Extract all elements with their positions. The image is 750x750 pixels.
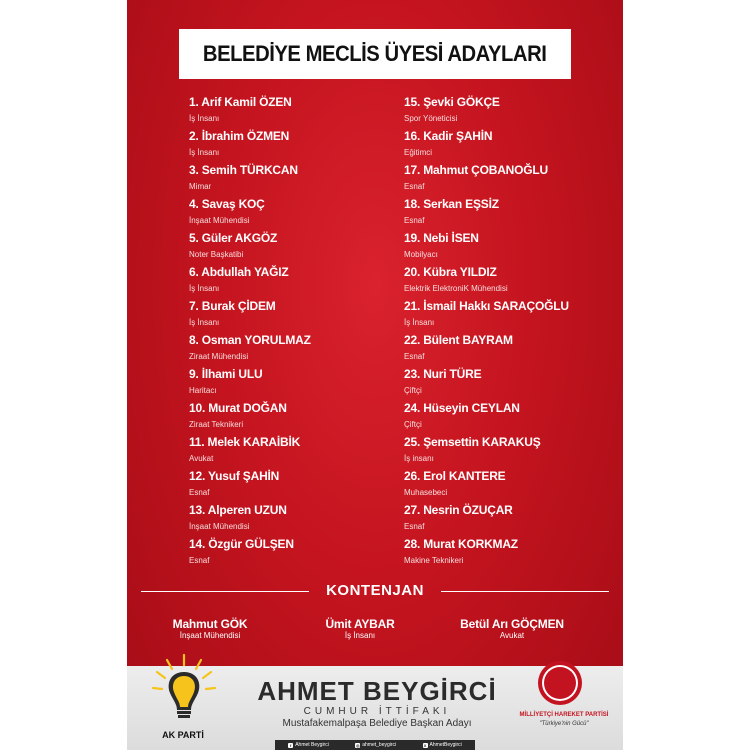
- x-icon: X: [423, 742, 427, 748]
- candidate-item: [404, 434, 569, 468]
- candidate-name: 13. Alperen UZUN: [189, 503, 287, 517]
- ak-parti-bulb-icon: [149, 652, 219, 732]
- candidate-name: 11. Melek KARAİBİK: [189, 435, 301, 449]
- candidate-item: [189, 264, 311, 298]
- facebook-icon: f: [290, 742, 292, 748]
- candidate-item: [189, 366, 311, 400]
- candidate-item: [189, 468, 311, 502]
- social-instagram[interactable]: [355, 742, 396, 748]
- candidate-item: [189, 332, 311, 366]
- instagram-icon: ◎: [355, 742, 360, 748]
- candidate-name: 22. Bülent BAYRAM: [404, 333, 513, 347]
- candidate-name: 5. Güler AKGÖZ: [189, 231, 278, 245]
- candidate-occupation: İnşaat Mühendisi: [189, 216, 250, 225]
- candidate-item: [404, 468, 569, 502]
- mhp-slogan: "Türkiye'nin Gücü": [539, 721, 589, 727]
- candidate-name: 23. Nuri TÜRE: [404, 367, 482, 381]
- ak-parti-label: AK PARTİ: [162, 730, 204, 740]
- social-handle: Ahmet Beygirci: [295, 742, 329, 748]
- candidate-name: 25. Şemsettin KARAKUŞ: [404, 435, 541, 449]
- candidate-name: 20. Kübra YILDIZ: [404, 265, 497, 279]
- kontenjan-name: Betül Arı GÖÇMEN: [460, 617, 564, 631]
- candidate-item: [404, 196, 569, 230]
- kontenjan-divider-right: [441, 591, 609, 592]
- candidate-occupation: Çiftçi: [404, 420, 422, 429]
- candidate-occupation: Noter Başkatibi: [189, 250, 244, 259]
- candidate-occupation: Mimar: [189, 182, 212, 191]
- candidate-name: 27. Nesrin ÖZUÇAR: [404, 503, 513, 517]
- candidate-name: 24. Hüseyin CEYLAN: [404, 401, 520, 415]
- candidate-name: 15. Şevki GÖKÇE: [404, 95, 500, 109]
- mhp-party-name: MİLLİYETÇİ HAREKET PARTİSİ: [519, 712, 609, 718]
- candidate-item: [189, 162, 311, 196]
- candidate-occupation: Mobilyacı: [404, 250, 438, 259]
- candidate-occupation: Ziraat Mühendisi: [189, 352, 249, 361]
- social-handle: ahmet_beygirci: [362, 742, 397, 748]
- candidate-occupation: Esnaf: [404, 216, 425, 225]
- candidate-item: [189, 536, 311, 570]
- candidate-item: [404, 162, 569, 196]
- candidate-occupation: Esnaf: [404, 352, 425, 361]
- social-facebook[interactable]: [288, 742, 329, 748]
- candidate-occupation: İş İnsanı: [189, 114, 220, 123]
- kontenjan-title: KONTENJAN: [326, 582, 424, 599]
- candidate-occupation: İş İnsanı: [189, 284, 220, 293]
- kontenjan-candidate: [295, 617, 425, 641]
- candidate-name: 7. Burak ÇİDEM: [189, 299, 276, 313]
- candidate-name: 16. Kadir ŞAHİN: [404, 129, 493, 143]
- candidate-occupation: Eğitimci: [404, 148, 433, 157]
- candidate-occupation: Çiftçi: [404, 386, 422, 395]
- candidate-occupation: Esnaf: [404, 182, 425, 191]
- social-x[interactable]: [423, 742, 462, 748]
- candidate-occupation: Elektrik ElektroniK Mühendisi: [404, 284, 508, 293]
- social-bar: [275, 740, 475, 750]
- kontenjan-name: Mahmut GÖK: [172, 617, 248, 631]
- candidate-occupation: İş insanı: [404, 454, 434, 463]
- candidate-item: [189, 128, 311, 162]
- candidate-name: 2. İbrahim ÖZMEN: [189, 129, 290, 143]
- candidate-name: 8. Osman YORULMAZ: [189, 333, 311, 347]
- candidate-occupation: Esnaf: [404, 522, 425, 531]
- candidate-name: 28. Murat KORKMAZ: [404, 537, 518, 551]
- candidate-item: [404, 366, 569, 400]
- candidate-name: 4. Savaş KOÇ: [189, 197, 265, 211]
- kontenjan-divider-left: [141, 591, 309, 592]
- alliance-name: CUMHUR İTTİFAKI: [303, 706, 451, 717]
- campaign-poster: [127, 0, 623, 750]
- candidate-name: 26. Erol KANTERE: [404, 469, 506, 483]
- candidate-item: [189, 94, 311, 128]
- mayor-candidate-name: AHMET BEYGİRCİ: [257, 676, 497, 706]
- candidate-name: 17. Mahmut ÇOBANOĞLU: [404, 163, 549, 177]
- candidate-occupation: Spor Yöneticisi: [404, 114, 458, 123]
- candidate-occupation: Esnaf: [189, 488, 210, 497]
- social-handle: AhmetBeygirci: [429, 742, 462, 748]
- candidate-name: 19. Nebi İSEN: [404, 231, 479, 245]
- candidate-occupation: Makine Teknikeri: [404, 556, 464, 565]
- kontenjan-job: Avukat: [499, 631, 525, 640]
- kontenjan-candidate: [145, 617, 275, 641]
- candidate-name: 14. Özgür GÜLŞEN: [189, 537, 294, 551]
- candidate-name: 3. Semih TÜRKCAN: [189, 163, 298, 177]
- candidate-item: [189, 196, 311, 230]
- candidate-list-right: [404, 94, 569, 570]
- poster-title: BELEDİYE MECLİS ÜYESİ ADAYLARI: [203, 41, 547, 66]
- candidate-name: 9. İlhami ULU: [189, 367, 263, 381]
- candidate-item: [404, 298, 569, 332]
- candidate-name: 18. Serkan EŞSİZ: [404, 197, 499, 211]
- candidate-occupation: Haritacı: [189, 386, 217, 395]
- mayor-candidate-title: Mustafakemalpaşa Belediye Başkan Adayı: [282, 718, 472, 729]
- kontenjan-job: İnşaat Mühendisi: [179, 631, 241, 640]
- candidate-item: [404, 230, 569, 264]
- candidate-item: [189, 502, 311, 536]
- candidate-item: [404, 502, 569, 536]
- candidate-occupation: Muhasebeci: [404, 488, 448, 497]
- kontenjan-name: Ümit AYBAR: [325, 617, 395, 631]
- candidate-name: 12. Yusuf ŞAHİN: [189, 469, 280, 483]
- candidate-item: [189, 400, 311, 434]
- candidate-occupation: Ziraat Teknikeri: [189, 420, 244, 429]
- candidate-name: 10. Murat DOĞAN: [189, 401, 287, 415]
- poster-footer: [127, 666, 623, 750]
- candidate-name: 21. İsmail Hakkı SARAÇOĞLU: [404, 299, 569, 313]
- candidate-item: [404, 536, 569, 570]
- candidate-occupation: İş İnsanı: [189, 318, 220, 327]
- candidate-occupation: İnşaat Mühendisi: [189, 522, 250, 531]
- candidate-item: [404, 94, 569, 128]
- candidate-occupation: Avukat: [189, 454, 214, 463]
- kontenjan-job: İş İnsanı: [344, 631, 376, 640]
- kontenjan-candidate: [447, 617, 577, 641]
- candidate-occupation: İş İnsanı: [404, 318, 435, 327]
- candidate-item: [404, 400, 569, 434]
- candidate-occupation: İş İnsanı: [189, 148, 220, 157]
- candidate-list-left: [189, 94, 311, 570]
- candidate-item: [189, 298, 311, 332]
- candidate-item: [189, 230, 311, 264]
- candidate-name: 6. Abdullah YAĞIZ: [189, 265, 289, 279]
- candidate-item: [404, 128, 569, 162]
- candidate-name: 1. Arif Kamil ÖZEN: [189, 95, 292, 109]
- candidate-occupation: Esnaf: [189, 556, 210, 565]
- candidate-item: [404, 332, 569, 366]
- candidate-item: [189, 434, 311, 468]
- candidate-item: [404, 264, 569, 298]
- title-box: [179, 29, 571, 79]
